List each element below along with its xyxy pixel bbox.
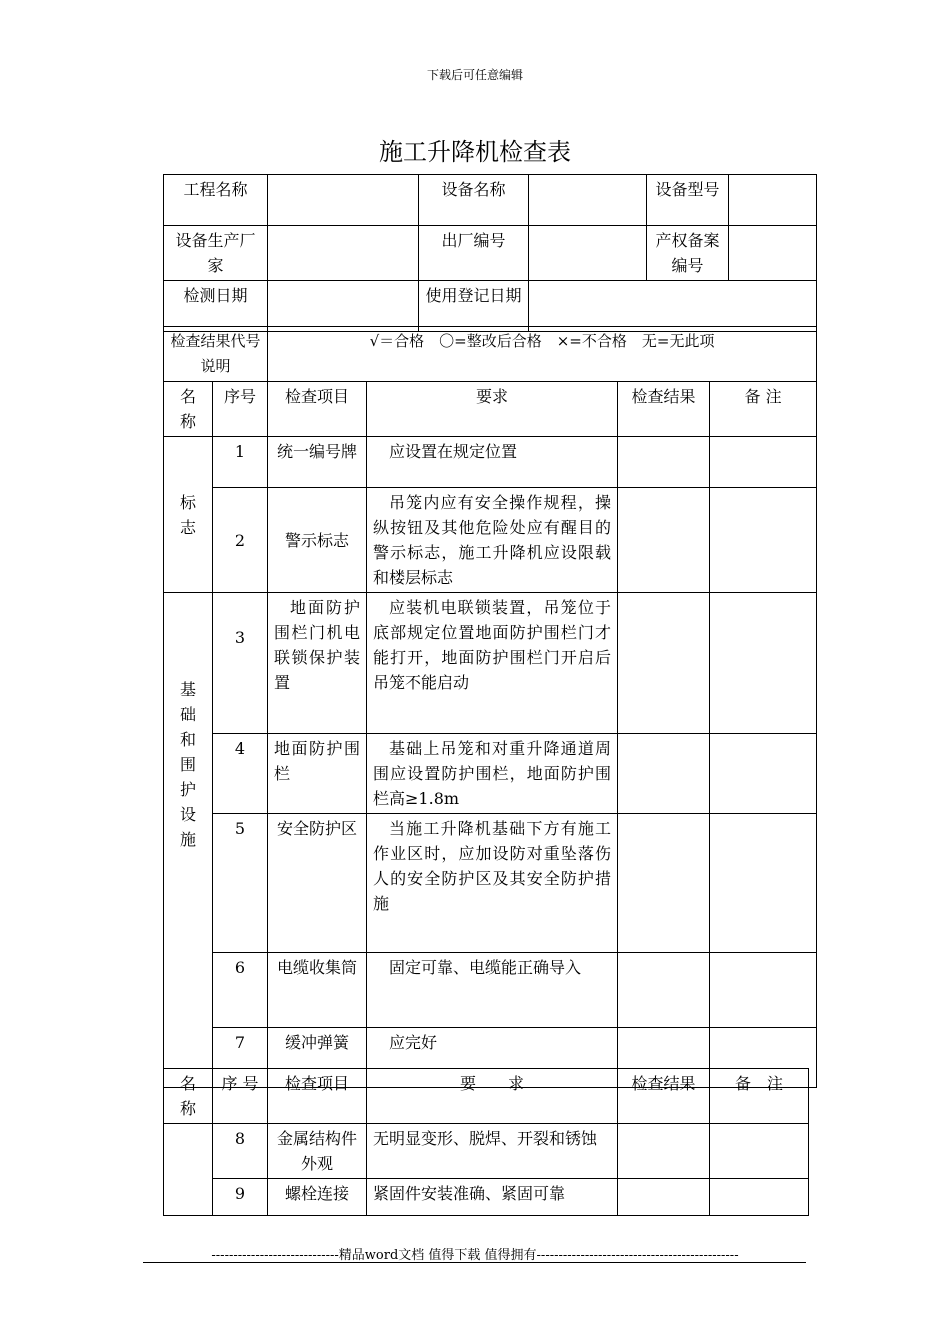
row-no: 8 [213,1124,268,1179]
row-no: 2 [213,488,268,593]
row-requirement: 应完好 [367,1028,618,1088]
row-no: 3 [213,593,268,734]
row-no: 9 [213,1179,268,1216]
row-item: 统一编号牌 [268,437,367,488]
row-item: 金属结构件外观 [268,1124,367,1179]
row-result[interactable] [618,734,710,814]
row-requirement: 紧固件安装准确、紧固可靠 [367,1179,618,1216]
registration-date-label: 使用登记日期 [419,281,529,332]
table-row [164,437,817,488]
col-item: 检查项目 [268,382,367,437]
equipment-name-label: 设备名称 [419,175,529,226]
row-requirement: 当施工升降机基础下方有施工作业区时，应加设防对重坠落伤人的安全防护区及其安全防护措施 [367,814,618,953]
footer-divider [143,1262,806,1263]
row-requirement: 固定可靠、电缆能正确导入 [367,953,618,1028]
table-row [164,953,817,1028]
equipment-model-label: 设备型号 [647,175,729,226]
project-name-value[interactable] [268,175,419,226]
row-remark[interactable] [710,734,817,814]
row-requirement: 应设置在规定位置 [367,437,618,488]
col-no: 序 号 [213,1069,268,1124]
row-remark[interactable] [710,437,817,488]
row-remark[interactable] [710,593,817,734]
page-header: 下载后可任意编辑 [426,68,523,82]
row-requirement: 应装机电联锁装置，吊笼位于底部规定位置地面防护围栏门才能打开，地面防护围栏门开启后吊笼不能启动 [367,593,618,734]
row-result[interactable] [618,437,710,488]
col-result: 检查结果 [618,382,710,437]
row-requirement: 基础上吊笼和对重升降通道周围应设置防护围栏，地面防护围栏高≥1.8m [367,734,618,814]
col-category: 名称 [164,382,213,437]
row-remark[interactable] [710,814,817,953]
inspection-date-label: 检测日期 [164,281,268,332]
inspection-date-value[interactable] [268,281,419,332]
row-result[interactable] [618,953,710,1028]
property-record-value[interactable] [729,226,817,281]
table-row [164,1124,809,1179]
col-category: 名称 [164,1069,213,1124]
col-remark: 备 注 [710,1069,809,1124]
col-result: 检查结果 [618,1069,710,1124]
row-requirement: 无明显变形、脱焊、开裂和锈蚀 [367,1124,618,1179]
project-name-label: 工程名称 [164,175,268,226]
row-remark[interactable] [710,1179,809,1216]
inspection-table-continued [163,1068,809,1216]
table-row [164,814,817,953]
manufacturer-value[interactable] [268,226,419,281]
row-no: 1 [213,437,268,488]
col-no: 序号 [213,382,268,437]
row-result[interactable] [618,814,710,953]
col-requirement: 要 求 [367,1069,618,1124]
row-remark[interactable] [710,488,817,593]
info-table [163,174,817,332]
inspection-table [163,326,817,1088]
property-record-label: 产权备案编号 [647,226,729,281]
row-remark[interactable] [710,1124,809,1179]
row-result[interactable] [618,1124,710,1179]
row-no: 5 [213,814,268,953]
col-item: 检查项目 [268,1069,367,1124]
table-row [164,1179,809,1216]
row-item: 警示标志 [268,488,367,593]
row-item: 安全防护区 [268,814,367,953]
page-title: 施工升降机检查表 [379,138,571,166]
result-code-text: √＝合格 〇=整改后合格 ×=不合格 无=无此项 [268,327,817,382]
factory-number-value[interactable] [529,226,647,281]
category-sign: 标志 [164,437,213,593]
row-item: 电缆收集筒 [268,953,367,1028]
row-item: 地面防护围栏 [268,734,367,814]
equipment-name-value[interactable] [529,175,647,226]
row-remark[interactable] [710,953,817,1028]
registration-date-value[interactable] [529,281,817,332]
table-row [164,593,817,734]
factory-number-label: 出厂编号 [419,226,529,281]
col-remark: 备 注 [710,382,817,437]
col-requirement: 要求 [367,382,618,437]
page-footer: -----------------------------精品word文档 值得下载 值得拥有---------------------------------------------- [211,1248,739,1263]
manufacturer-label: 设备生产厂家 [164,226,268,281]
row-requirement: 吊笼内应有安全操作规程，操纵按钮及其他危险处应有醒目的警示标志，施工升降机应设限载和楼层标志 [367,488,618,593]
result-code-label: 检查结果代号说明 [164,327,268,382]
row-item: 地面防护围栏门机电联锁保护装置 [268,593,367,734]
category-foundation: 基础和围护设施 [164,593,213,1088]
row-item: 缓冲弹簧 [268,1028,367,1088]
row-result[interactable] [618,593,710,734]
table-row [164,488,817,593]
equipment-model-value[interactable] [729,175,817,226]
row-no: 4 [213,734,268,814]
row-result[interactable] [618,1179,710,1216]
row-result[interactable] [618,488,710,593]
row-no: 7 [213,1028,268,1088]
table-row [164,734,817,814]
category-empty [164,1124,213,1216]
row-no: 6 [213,953,268,1028]
row-item: 螺栓连接 [268,1179,367,1216]
